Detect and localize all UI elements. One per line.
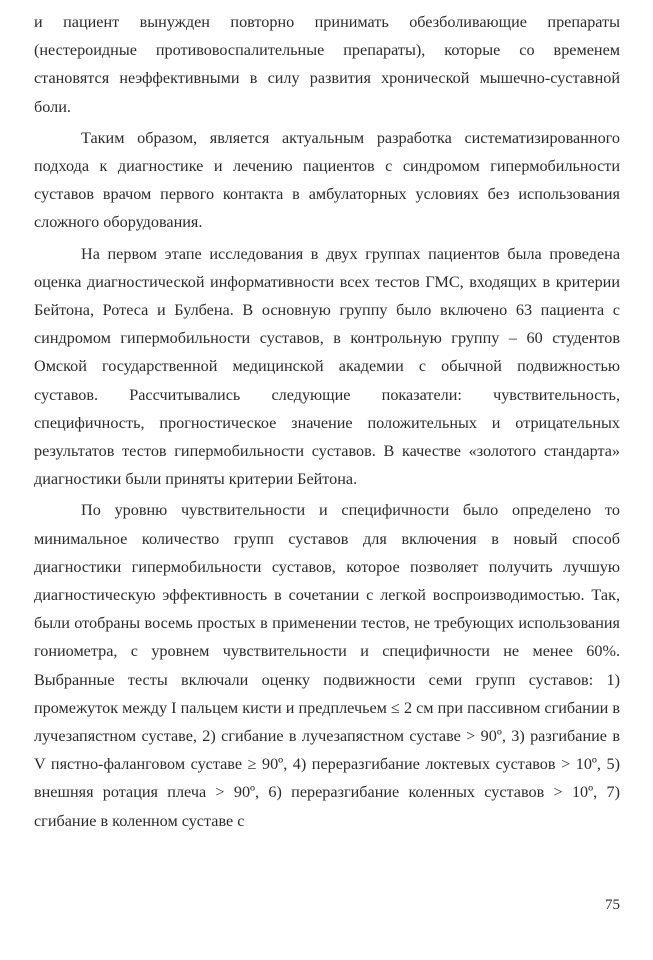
paragraph-relevance: Таким образом, является актуальным разработка систематизированного подхода к диагностике и лечению пациентов с синдромом гипермобильности суставов врачом первого контакта в амбулаторных условиях без использования сложного оборудования. bbox=[34, 128, 620, 232]
paragraph-continuation: и пациент вынужден повторно принимать обезболивающие препараты (нестероидные противовоспалительные препараты), которые со временем становятся неэффективными в силу развития хронической мышечно-суставной боли. bbox=[34, 13, 620, 116]
body-text bbox=[34, 8, 620, 838]
page-number: 75 bbox=[605, 897, 620, 913]
paragraph-test-selection: По уровню чувствительности и специфичности было определено то минимальное количество групп суставов для включения в новый способ диагностики гипермобильности суставов, которое позволяет получить лучшую диагностическую эффективность в сочетании с легкой воспроизводимостью. Так, были отобраны восемь простых в применении тестов, не требующих использования гониометра, с уровнем чувствительности и специфичности не менее 60%. Выбранные тесты включали оценку подвижности семи групп суставов: 1) промежуток между I пальцем кисти и предплечьем ≤ 2 см при пассивном сгибании в лучезапястном суставе, 2) сгибание в лучезапястном суставе > 90º, 3) разгибание в V пястно-фаланговом суставе ≥ 90º, 4) переразгибание локтевых суставов > 10º, 5) внешняя ротация плеча > 90º, 6) переразгибание коленных суставов > 10º, 7) сгибание в коленном суставе с bbox=[34, 501, 620, 830]
paragraph-first-stage: На первом этапе исследования в двух группах пациентов была проведена оценка диагностической информативности всех тестов ГМС, входящих в критерии Бейтона, Ротеса и Булбена. В основную группу было включено 63 пациента с синдромом гипермобильности суставов, в контрольную группу – 60 студентов Омской государственной медицинской академии с обычной подвижностью суставов. Рассчитывались следующие показатели: чувствительность, специфичность, прогностическое значение положительных и отрицательных результатов тестов гипермобильности суставов. В качестве «золотого стандарта» диагностики были приняты критерии Бейтона. bbox=[34, 244, 620, 489]
